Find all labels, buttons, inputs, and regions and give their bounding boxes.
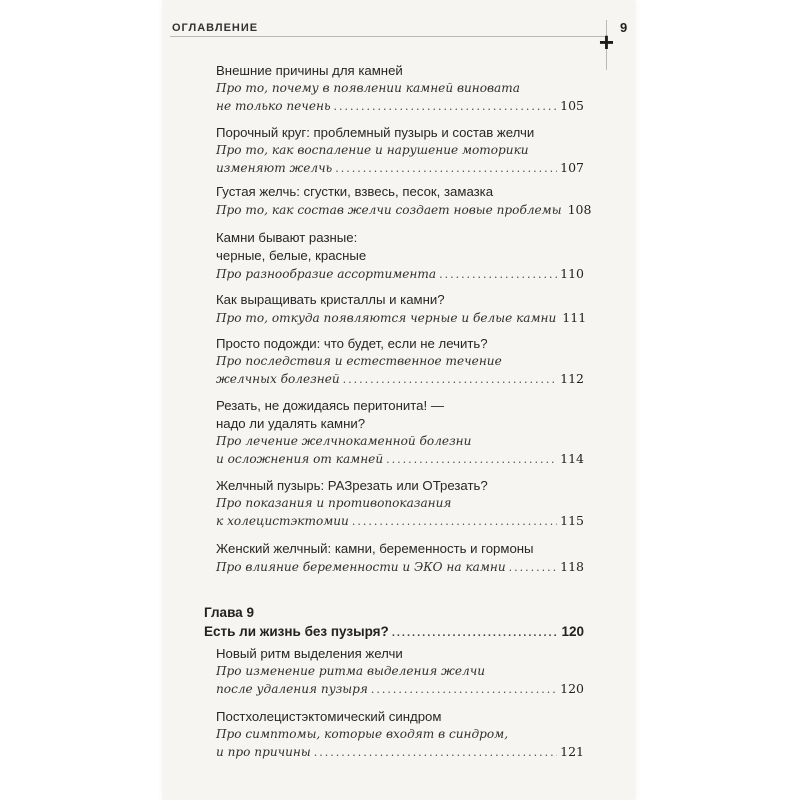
toc-entry[interactable] [216, 291, 587, 327]
entry-subtitle: Про лечение желчнокаменной болезни [216, 434, 472, 448]
toc-entry[interactable] [216, 62, 584, 115]
toc-entry[interactable] [216, 229, 584, 283]
leader-dots [386, 451, 557, 468]
leader-dots [334, 98, 558, 115]
entry-subtitle: желчных болезней [216, 372, 340, 386]
chapter-page-number: 120 [561, 624, 584, 639]
page-number: 9 [620, 20, 628, 35]
leader-dots [392, 623, 559, 643]
leader-dots [343, 371, 558, 388]
entry-title: Резать, не дожидаясь перитонита! — [216, 398, 445, 413]
leader-dots [509, 559, 557, 576]
header-rule [170, 36, 607, 37]
entry-title: Желчный пузырь: РАЗрезать или ОТрезать? [216, 478, 488, 493]
toc-entry[interactable] [216, 708, 584, 761]
entry-last-line [216, 309, 587, 327]
leader-dots [335, 160, 557, 177]
entry-subtitle: после удаления пузыря [216, 682, 368, 696]
entry-title: Камни бывают разные: [216, 230, 358, 245]
chapter-heading[interactable] [204, 604, 584, 643]
entry-last-line [216, 201, 592, 219]
crosshair-mark: + [598, 27, 615, 57]
entry-subtitle: и осложнения от камней [216, 452, 384, 466]
chapter-label: Глава 9 [204, 605, 254, 620]
entry-subtitle: Про симптомы, которые входят в синдром, [216, 727, 509, 741]
entry-title: Новый ритм выделения желчи [216, 646, 403, 661]
entry-subtitle: Про изменение ритма выделения желчи [216, 664, 486, 678]
entry-page-number: 114 [560, 451, 584, 466]
chapter-title-line [204, 622, 584, 643]
chapter-title: Есть ли жизнь без пузыря? [204, 624, 389, 639]
leader-dots [439, 266, 557, 283]
entry-last-line [216, 512, 584, 530]
entry-subtitle: Про то, почему в появлении камней виновата [216, 81, 520, 95]
entry-title: Внешние причины для камней [216, 63, 403, 78]
toc-entry[interactable] [216, 645, 584, 698]
entry-last-line [216, 265, 584, 283]
entry-subtitle: к холецистэктомии [216, 514, 349, 528]
entry-subtitle: Про разнообразие ассортимента [216, 267, 437, 281]
entry-page-number: 121 [560, 744, 584, 759]
entry-subtitle: Про то, откуда появляются черные и белые камни [216, 311, 557, 325]
entry-last-line [216, 743, 584, 761]
toc-entry[interactable] [216, 335, 584, 388]
entry-last-line [216, 558, 584, 576]
entry-title: Как выращивать кристаллы и камни? [216, 292, 445, 307]
entry-page-number: 112 [560, 371, 584, 386]
toc-entry[interactable] [216, 183, 592, 219]
entry-last-line [216, 159, 584, 177]
entry-title: Женский желчный: камни, беременность и гормоны [216, 541, 534, 556]
entry-page-number: 107 [560, 160, 584, 175]
toc-entry[interactable] [216, 124, 584, 177]
entry-subtitle: Про последствия и естественное течение [216, 354, 502, 368]
entry-page-number: 120 [560, 681, 584, 696]
toc-entry[interactable] [216, 540, 584, 576]
entry-subtitle: Про то, как воспаление и нарушение моторики [216, 143, 529, 157]
entry-title: надо ли удалять камни? [216, 416, 366, 431]
entry-subtitle: Про влияние беременности и ЭКО на камни [216, 560, 506, 574]
entry-title: Просто подожди: что будет, если не лечить? [216, 336, 488, 351]
toc-entry[interactable] [216, 397, 584, 468]
toc-entry[interactable] [216, 477, 584, 530]
entry-page-number: 115 [560, 513, 584, 528]
running-title: ОГЛАВЛЕНИЕ [172, 22, 259, 34]
entry-subtitle: изменяют желчь [216, 161, 333, 175]
entry-subtitle: Про то, как состав желчи создает новые проблемы [216, 203, 562, 217]
entry-title: Густая желчь: сгустки, взвесь, песок, замазка [216, 184, 494, 199]
entry-last-line [216, 450, 584, 468]
entry-page-number: 110 [560, 266, 584, 281]
leader-dots [371, 681, 557, 698]
entry-last-line [216, 97, 584, 115]
entry-subtitle: Про показания и противопоказания [216, 496, 452, 510]
entry-page-number: 118 [560, 559, 584, 574]
leader-dots [352, 513, 557, 530]
entry-page-number: 108 [567, 202, 592, 217]
entry-title: Постхолецистэктомический синдром [216, 709, 442, 724]
entry-last-line [216, 370, 584, 388]
entry-last-line [216, 680, 584, 698]
entry-title: Порочный круг: проблемный пузырь и состав желчи [216, 125, 535, 140]
leader-dots [314, 744, 557, 761]
entry-subtitle: не только печень [216, 99, 331, 113]
entry-page-number: 105 [560, 98, 584, 113]
entry-subtitle: и про причины [216, 745, 311, 759]
entry-title: черные, белые, красные [216, 248, 367, 263]
entry-page-number: 111 [562, 310, 587, 325]
